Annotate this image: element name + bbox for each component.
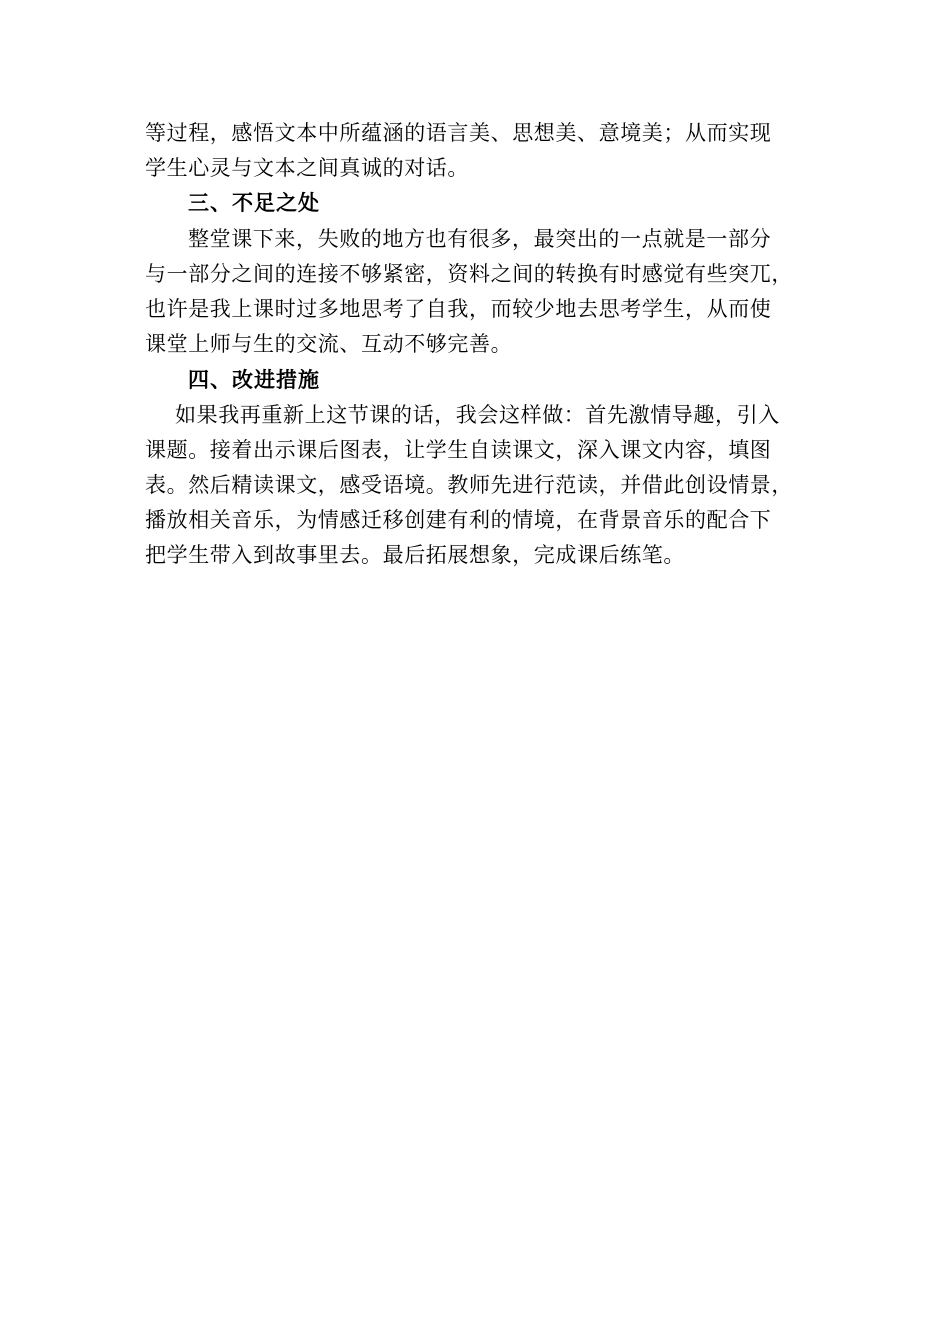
paragraph-line: 播放相关音乐，为情感迁移创建有利的情境，在背景音乐的配合下: [145, 508, 772, 532]
paragraph-line: 如果我再重新上这节课的话，我会这样做：首先激情导趣，引入: [175, 403, 780, 427]
paragraph-line: 课题。接着出示课后图表，让学生自读课文，深入课文内容，填图: [145, 438, 772, 462]
paragraph-line: 学生心灵与文本之间真诚的对话。: [145, 156, 469, 180]
paragraph-line: 整堂课下来，失败的地方也有很多，最突出的一点就是一部分: [188, 227, 772, 251]
paragraph-line: 等过程，感悟文本中所蕴涵的语言美、思想美、意境美；从而实现: [145, 121, 772, 145]
paragraph-line: 把学生带入到故事里去。最后拓展想象，完成课后练笔。: [145, 543, 685, 567]
section-three-heading: 三、不足之处: [188, 190, 320, 215]
paragraph-line: 也许是我上课时过多地思考了自我，而较少地去思考学生，从而使: [145, 297, 772, 321]
paragraph-line: 课堂上师与生的交流、互动不够完善。: [145, 332, 513, 356]
section-four-heading: 四、改进措施: [188, 367, 320, 392]
paragraph-line: 表。然后精读课文，感受语境。教师先进行范读，并借此创设情景，: [145, 473, 793, 497]
paragraph-line: 与一部分之间的连接不够紧密，资料之间的转换有时感觉有些突兀，: [145, 262, 793, 286]
